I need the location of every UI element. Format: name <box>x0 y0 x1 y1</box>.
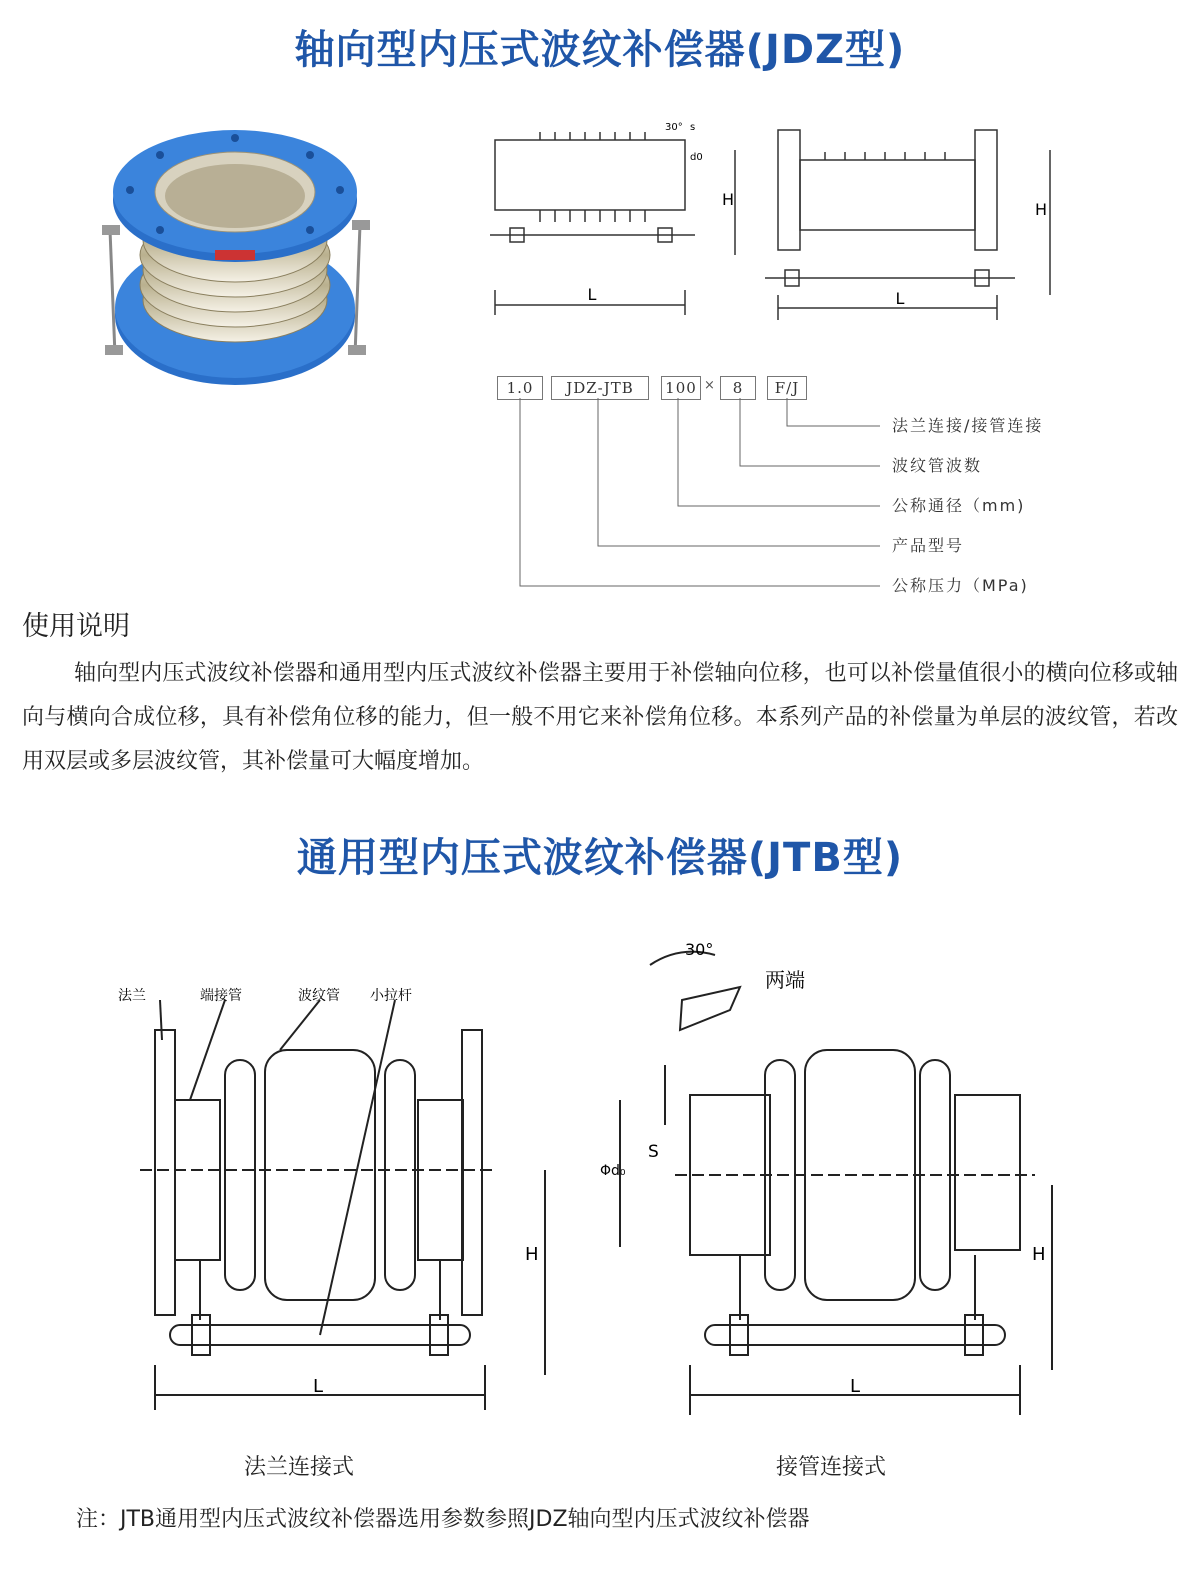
code-box-waves: 8 <box>720 376 756 400</box>
jtb-flange-drawing <box>100 980 570 1420</box>
code-box-pressure: 1.0 <box>497 376 543 400</box>
jtb-label-bellows: 波纹管 <box>298 988 340 1004</box>
jtb-angle: 30° <box>685 940 714 959</box>
model-code-leaders <box>500 398 890 588</box>
footnote: 注：JTB通用型内压式波纹补偿器选用参数参照JDZ轴向型内压式波纹补偿器 <box>76 1507 810 1532</box>
caption-pipe-connection: 接管连接式 <box>776 1455 887 1480</box>
jtb-s: S <box>648 1142 659 1162</box>
jtb-label-tie-rod: 小拉杆 <box>370 988 412 1004</box>
legend-model: 产品型号 <box>892 536 965 555</box>
jdz-angle: 30° <box>665 122 683 133</box>
jtb-label-flange: 法兰 <box>118 988 146 1004</box>
jtb-both-ends: 两端 <box>765 968 805 992</box>
legend-pressure: 公称压力（MPa) <box>892 576 1029 595</box>
jtb-d0: Φd₀ <box>600 1163 626 1179</box>
usage-paragraph: 轴向型内压式波纹补偿器和通用型内压式波纹补偿器主要用于补偿轴向位移，也可以补偿量值很小的横向位移或轴向与横向合成位移，具有补偿角位移的能力，但一般不用它来补偿角位移。本系列产品的补偿量为单层的波纹管，若改用双层或多层波纹管，其补偿量可大幅度增加。 <box>22 661 1178 774</box>
page-title-jtb: 通用型内压式波纹补偿器(JTB型) <box>296 835 904 881</box>
jtb-left-dim-l: L <box>312 1376 324 1397</box>
jdz-dim-h-right: H <box>1035 200 1048 219</box>
jtb-left-dim-h: H <box>525 1244 539 1265</box>
jtb-right-dim-h: H <box>1032 1244 1046 1265</box>
product-photo <box>90 130 390 400</box>
jdz-s: s <box>690 122 696 133</box>
usage-heading: 使用说明 <box>22 611 130 642</box>
jdz-dim-h-left: H <box>722 190 735 209</box>
jtb-right-dim-l: L <box>849 1376 861 1397</box>
jdz-drawing <box>480 110 1060 340</box>
legend-waves: 波纹管波数 <box>892 456 983 475</box>
code-box-diameter: 100 <box>661 376 701 400</box>
legend-connection: 法兰连接/接管连接 <box>892 416 1044 435</box>
code-box-model: JDZ-JTB <box>551 376 649 400</box>
caption-flange-connection: 法兰连接式 <box>244 1455 355 1480</box>
jdz-d0: d0 <box>690 152 703 163</box>
jtb-label-end-pipe: 端接管 <box>200 988 242 1004</box>
jtb-pipe-drawing <box>590 925 1080 1425</box>
page-title-jdz: 轴向型内压式波纹补偿器(JDZ型) <box>294 27 906 73</box>
jdz-dim-l-right: L <box>895 289 905 308</box>
jdz-dim-l-left: L <box>587 285 597 304</box>
code-box-connection: F/J <box>767 376 807 400</box>
times-sign: × <box>704 378 715 393</box>
legend-diameter: 公称通径（mm) <box>892 496 1026 515</box>
